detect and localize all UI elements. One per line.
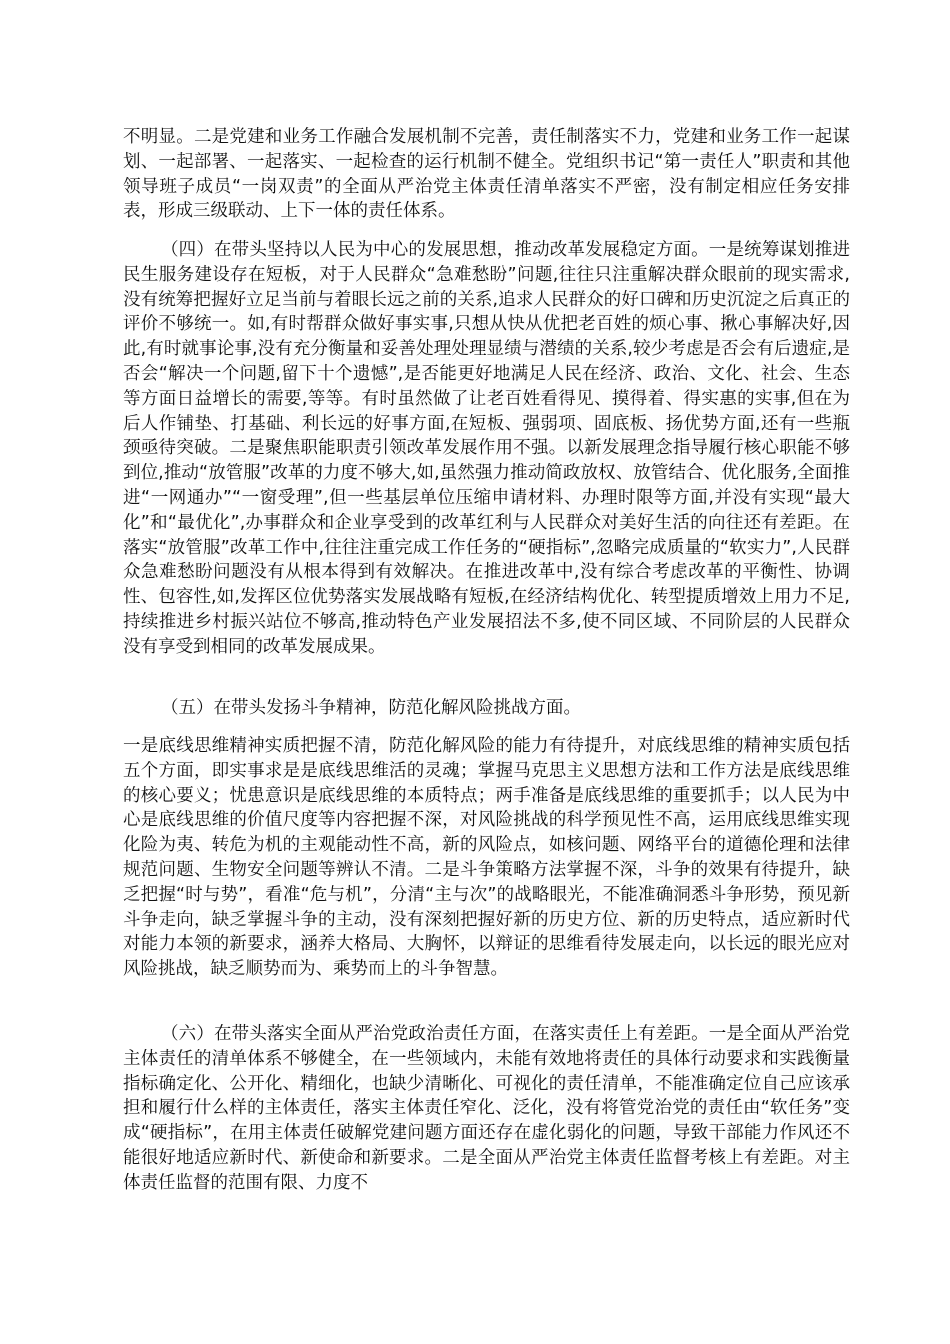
paragraph-section-5-body: 一是底线思维精神实质把握不清，防范化解风险的能力有待提升，对底线思维的精神实质包括五个方面，即实事求是是底线思维活的灵魂；掌握马克思主义思想方法和工作方法是底线思维的核心要义；忧患意识是底线思维的本质特点；两手准备是底线思维的重要抓手；以人民为中心是底线思维的价值尺度等内容把握不深，对风险挑战的科学预见性不高，运用底线思维实现化险为夷、转危为机的主观能动性不高，新的风险点，如核问题、网络平台的道德伦理和法律规范问题、生物安全问题等辨认不清。二是斗争策略方法掌握不深，斗争的效果有待提升，缺乏把握“时与势”，看准“危与机”，分清“主与次”的战略眼光，不能准确洞悉斗争形势，预见新斗争走向，缺乏掌握斗争的主动，没有深刻把握好新的历史方位、新的历史特点，适应新时代对能力本领的新要求，涵养大格局、大胸怀，以辩证的思维看待发展走向，以长远的眼光应对风险挑战，缺乏顺势而为、乘势而上的斗争智慧。	[123, 736, 850, 980]
paragraph-section-6: （六）在带头落实全面从严治党政治责任方面，在落实责任上有差距。一是全面从严治党主体责任的清单体系不够健全，在一些领域内，未能有效地将责任的具体行动要求和实践衡量指标确定化、公开化、精细化，也缺少清晰化、可视化的责任清单，不能准确定位自己应该承担和履行什么样的主体责任，落实主体责任窄化、泛化，没有将管党治党的责任由“软任务”变成“硬指标”，在用主体责任破解党建问题方面还存在虚化弱化的问题，导致干部能力作风还不能很好地适应新时代、新使命和新要求。二是全面从严治党主体责任监督考核上有差距。对主体责任监督的范围有限、力度不	[123, 1024, 850, 1193]
heading-section-5: （五）在带头发扬斗争精神，防范化解风险挑战方面。	[161, 698, 581, 718]
paragraph-continuation: 不明显。二是党建和业务工作融合发展机制不完善，责任制落实不力，党建和业务工作一起谋划、一起部署、一起落实、一起检查的运行机制不健全。党组织书记“第一责任人”职责和其他领导班子成员“一岗双责”的全面从严治党主体责任清单落实不严密，没有制定相应任务安排表，形成三级联动、上下一体的责任体系。	[123, 127, 850, 222]
paragraph-section-4: （四）在带头坚持以人民为中心的发展思想，推动改革发展稳定方面。一是统筹谋划推进民生服务建设存在短板，对于人民群众“急难愁盼”问题,往往只注重解决群众眼前的现实需求,没有统筹把握好立足当前与着眼长远之前的关系,追求人民群众的好口碑和历史沉淀之后真正的评价不够统一。如,有时帮群众做好事实事,只想从快从优把老百姓的烦心事、揪心事解决好,因此,有时就事论事,没有充分衡量和妥善处理处理显绩与潜绩的关系,较少考虑是否会有后遗症,是否会“解决一个问题,留下十个遗憾”,是否能更好地满足人民在经济、政治、文化、社会、生态等方面日益增长的需要,等等。有时虽然做了让老百姓看得见、摸得着、得实惠的实事,但在为后人作铺垫、打基础、利长远的好事方面,在短板、强弱项、固底板、扬优势方面,还有一些瓶颈亟待突破。二是聚焦职能职责引领改革发展作用不强。以新发展理念指导履行核心职能不够到位,推动“放管服”改革的力度不够大,如,虽然强力推动简政放权、放管结合、优化服务,全面推进“一网通办”“一窗受理”,但一些基层单位压缩申请材料、办理时限等方面,并没有实现“最大化”和“最优化”,办事群众和企业享受到的改革红利与人民群众对美好生活的向往还有差距。在落实“放管服”改革工作中,往往注重完成工作任务的“硬指标”,忽略完成质量的“软实力”,人民群众急难愁盼问题没有从根本得到有效解决。在推进改革中,没有综合考虑改革的平衡性、协调性、包容性,如,发挥区位优势落实发展战略有短板,在经济结构优化、转型提质增效上用力不足,持续推进乡村振兴站位不够高,推动特色产业发展招法不多,使不同区域、不同阶层的人民群众没有享受到相同的改革发展成果。	[123, 240, 850, 657]
